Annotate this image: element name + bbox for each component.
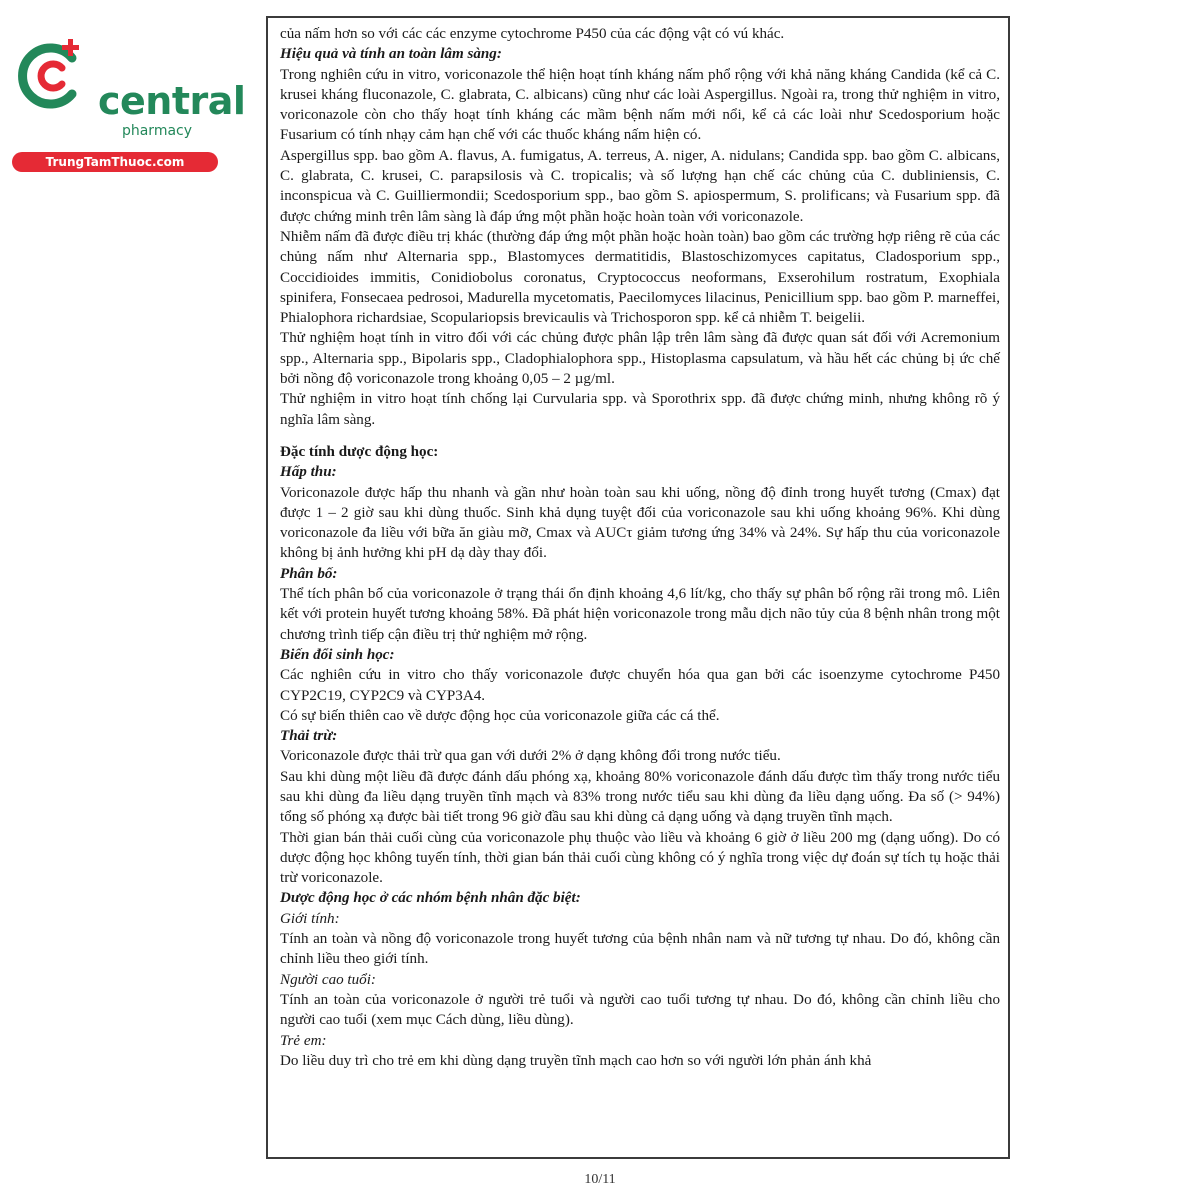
paragraph: Trong nghiên cứu in vitro, voriconazole thể hiện hoạt tính kháng nấm phổ rộng với khả năng kháng Candida (kể cả C. krusei kháng fluconazole, C. glabrata, C. albicans) cũng như các loài Aspergillus. Ngoài ra, trong thử nghiệm in vitro, voriconazole còn cho thấy hoạt tính kháng các mầm bệnh nấm mới nổi, kể cả các loài như Scedosporium hoặc Fusarium có tính nhạy cảm hạn chế với các thuốc kháng nấm hiện có. — [280, 66, 1000, 144]
document-page — [266, 16, 1010, 1159]
paragraph: Sau khi dùng một liều đã được đánh dấu phóng xạ, khoảng 80% voriconazole đánh dấu được tìm thấy trong nước tiểu sau khi dùng đa liều dạng truyền tĩnh mạch và 83% trong nước tiểu sau khi dùng đa liều dạng uống. Đa số (> 94%) tổng số phóng xạ được bài tiết trong 96 giờ đầu sau khi dùng cả dạng uống và dạng truyền tĩnh mạch. — [280, 768, 1000, 826]
paragraph: Các nghiên cứu in vitro cho thấy voriconazole được chuyển hóa qua gan bởi các isoenzyme cytochrome P450 CYP2C19, CYP2C9 và CYP3A4. — [280, 667, 1000, 704]
paragraph: Voriconazole được hấp thu nhanh và gần như hoàn toàn sau khi uống, nồng độ đỉnh trong huyết tương (Cmax) đạt được 1 – 2 giờ sau khi dùng thuốc. Sinh khả dụng tuyệt đối của voriconazole sau khi uống khoảng 96%. Khi dùng voriconazole đa liều với bữa ăn giàu mỡ, Cmax và AUCτ giảm tương ứng 34% và 24%. Sự hấp thu của voriconazole không bị ảnh hưởng khi pH dạ dày thay đổi. — [280, 484, 1000, 562]
section-heading: Đặc tính dược động học: — [280, 443, 439, 460]
paragraph: Nhiễm nấm đã được điều trị khác (thường đáp ứng một phần hoặc hoàn toàn) bao gồm các trường hợp riêng rẽ của các chủng nấm như Alternaria spp., Blastomyces dermatitidis, Blastoschizomyces capitatus, Cladosporium spp., Coccidioides immitis, Conidiobolus coronatus, Cryptococcus neoformans, Exserohilum rostratum, Exophiala spinifera, Fonsecaea pedrosoi, Madurella mycetomatis, Paecilomyces lilacinus, Penicillium spp. bao gồm P. marneffei, Phialophora richardsiae, Scopulariopsis brevicaulis và Trichosporon spp. kể cả nhiễm T. beigelii. — [280, 228, 1000, 327]
subsection-heading: Biến đổi sinh học: — [280, 646, 395, 663]
paragraph: Tính an toàn của voriconazole ở người trẻ tuổi và người cao tuổi tương tự nhau. Do đó, không cần chỉnh liều cho người cao tuổi (xem mục Cách dùng, liều dùng). — [280, 991, 1000, 1029]
sub-heading: Giới tính: — [280, 910, 340, 927]
section-heading: Hiệu quả và tính an toàn lâm sàng: — [280, 46, 502, 63]
brand-logo — [10, 36, 246, 169]
paragraph: Tính an toàn và nồng độ voriconazole trong huyết tương của bệnh nhân nam và nữ tương tự nhau. Do đó, không cần chỉnh liều theo giới tính. — [280, 931, 1000, 968]
brand-name: central — [98, 79, 246, 123]
spacer — [280, 430, 1000, 442]
paragraph: Voriconazole được thải trừ qua gan với dưới 2% ở dạng không đổi trong nước tiểu. — [280, 748, 781, 765]
paragraph: Do liều duy trì cho trẻ em khi dùng dạng truyền tĩnh mạch cao hơn so với người lớn phản ánh khả — [280, 1052, 872, 1069]
sub-heading: Trẻ em: — [280, 1032, 327, 1049]
paragraph: Thời gian bán thải cuối cùng của voriconazole phụ thuộc vào liều và khoảng 6 giờ ở liều 200 mg (dạng uống). Do có dược động học không tuyến tính, thời gian bán thải cuối cùng không có ý nghĩa trong việc dự đoán sự tích tụ hoặc thải trừ voriconazole. — [280, 829, 1000, 887]
paragraph: Thể tích phân bố của voriconazole ở trạng thái ổn định khoảng 4,6 lít/kg, cho thấy sự phân bố rộng rãi trong mô. Liên kết với protein huyết tương khoảng 58%. Đã phát hiện voriconazole trong mẫu dịch não tủy của 8 bệnh nhân trong một chương trình tiếp cận điều trị thử nghiệm mở rộng. — [280, 586, 1000, 643]
brand-website[interactable]: TrungTamThuoc.com — [12, 152, 218, 172]
subsection-heading: Dược động học ở các nhóm bệnh nhân đặc biệt: — [280, 890, 581, 907]
paragraph: Thử nghiệm in vitro hoạt tính chống lại Curvularia spp. và Sporothrix spp. đã được chứng minh, nhưng không rõ ý nghĩa lâm sàng. — [280, 391, 1000, 428]
brand-subtitle: pharmacy — [121, 123, 193, 139]
page-number: 10/11 — [584, 1172, 616, 1187]
paragraph: Aspergillus spp. bao gồm A. flavus, A. fumigatus, A. terreus, A. niger, A. nidulans; Candida spp. bao gồm C. albicans, C. glabrata, C. krusei, C. parapsilosis và C. tropicalis; và số lượng hạn chế các chủng của C. dubliniensis, C. inconspicua và C. Guilliermondii; Scedosporium spp., bao gồm S. apiospermum, S. prolificans; và Fusarium spp. đã được chứng minh trên lâm sàng là đáp ứng một phần hoặc hoàn toàn với voriconazole. — [280, 147, 1000, 225]
subsection-heading: Thải trừ: — [280, 728, 338, 745]
sub-heading: Người cao tuổi: — [280, 971, 376, 988]
paragraph: Thử nghiệm hoạt tính in vitro đối với các chủng được phân lập trên lâm sàng đã được quan sát đối với Acremonium spp., Alternaria spp., Bipolaris spp., Cladophialophora spp., Histoplasma capsulatum, và hầu hết các chủng bị ức chế bởi nồng độ voriconazole trong khoảng 0,05 – 2 µg/ml. — [280, 330, 1000, 388]
paragraph: của nấm hơn so với các các enzyme cytochrome P450 của các động vật có vú khác. — [280, 26, 785, 42]
pharmacy-cross-logo-icon — [10, 36, 90, 116]
subsection-heading: Hấp thu: — [280, 464, 337, 481]
paragraph: Có sự biến thiên cao về dược động học của voriconazole giữa các cá thể. — [280, 707, 720, 724]
subsection-heading: Phân bố: — [280, 565, 338, 582]
